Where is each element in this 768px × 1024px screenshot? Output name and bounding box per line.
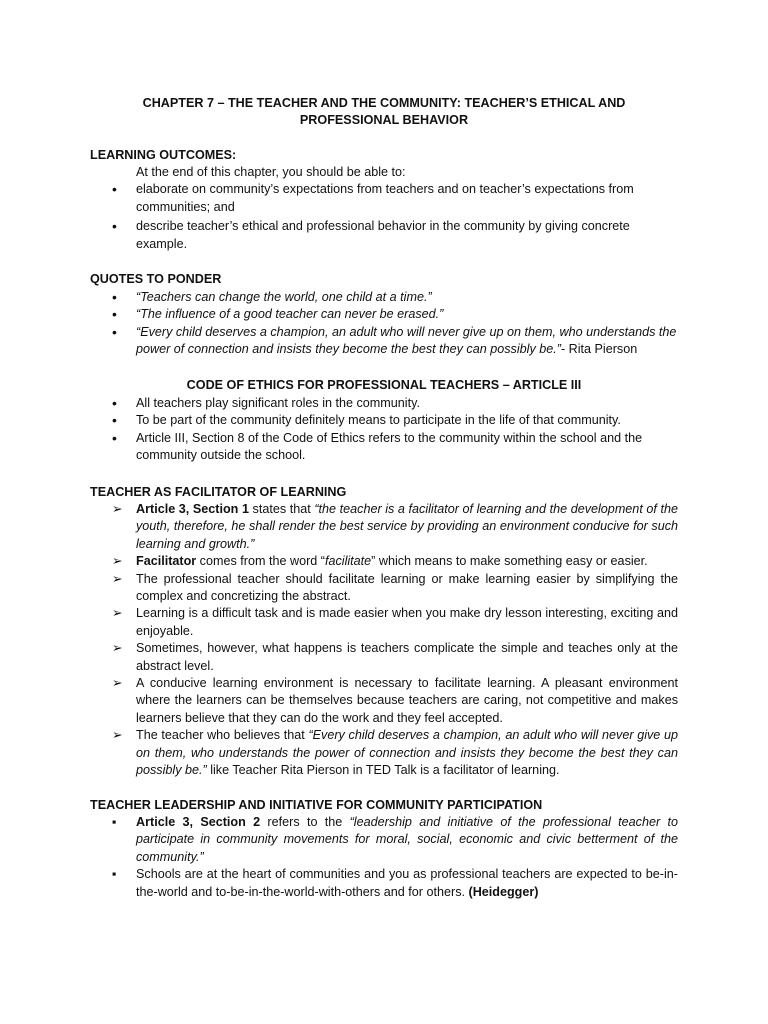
- arrow-bullet-icon: ➢: [112, 554, 123, 569]
- list-item: • To be part of the community definitely means to participate in the life of that community.: [112, 412, 621, 429]
- code-of-ethics-section: [90, 395, 678, 465]
- arrow-bullet-icon: ➢: [112, 728, 123, 743]
- facilitator-heading: TEACHER AS FACILITATOR OF LEARNING: [90, 485, 347, 499]
- arrow-bullet-icon: ➢: [112, 641, 123, 656]
- learning-outcomes-intro: At the end of this chapter, you should be able to:: [136, 165, 406, 179]
- arrow-bullet-icon: ➢: [112, 571, 123, 586]
- chapter-title-line-2: PROFESSIONAL BEHAVIOR: [299, 113, 469, 128]
- bullet-icon: •: [112, 412, 117, 429]
- bullet-icon: •: [112, 181, 117, 198]
- chapter-title: [90, 95, 678, 130]
- bullet-icon: •: [112, 218, 117, 235]
- arrow-bullet-icon: ➢: [112, 502, 123, 516]
- leadership-section: [90, 814, 678, 901]
- leadership-list: [90, 814, 678, 901]
- list-item: ➢ The professional teacher should facilitate learning or make learning easier by simplifying the complex and concretizing the abstract.: [112, 571, 678, 604]
- list-item: ➢ Article 3, Section 1 states that “the teacher is a facilitator of learning and the development of the youth, therefore, he shall render the best service by providing an environment conducive for such learning and growth.”: [112, 502, 679, 551]
- list-item: ➢ Facilitator comes from the word “facilitate” which means to make something easy or easier.: [90, 553, 678, 570]
- list-item: ▪ Article 3, Section 2 refers to the “leadership and initiative of the professional teacher to participate in community movements for moral, social, economic and civic betterment of the community.”: [112, 815, 678, 864]
- facilitator-list: [90, 501, 678, 780]
- bullet-icon: •: [112, 323, 117, 340]
- arrow-bullet-icon: ➢: [112, 606, 123, 621]
- bullet-icon: •: [112, 306, 117, 323]
- quotes-list: [90, 289, 678, 359]
- square-bullet-icon: ▪: [112, 815, 117, 829]
- quote-item: • “Teachers can change the world, one child at a time.”: [112, 289, 432, 305]
- facilitator-section: [90, 501, 678, 780]
- learning-outcomes-list: [90, 181, 678, 253]
- code-of-ethics-heading: CODE OF ETHICS FOR PROFESSIONAL TEACHERS – ARTICLE III: [186, 378, 582, 392]
- quotes-heading: QUOTES TO PONDER: [90, 272, 222, 286]
- list-item: ▪ Schools are at the heart of communities and you as professional teachers are expected to be-in-the-world and to-be-in-the-world-with-others and for others. (Heidegger): [112, 867, 678, 899]
- code-of-ethics-list: [90, 395, 678, 465]
- learning-outcomes-section: [90, 164, 678, 253]
- bullet-icon: •: [112, 395, 117, 411]
- quote-author: - Rita Pierson: [560, 342, 638, 357]
- quote-text: “Every child deserves a champion, an adult who will never give up on them, who understands the power of connection and insists they become the best they can possibly be.”: [136, 324, 677, 357]
- square-bullet-icon: ▪: [112, 867, 117, 882]
- quote-item: [90, 324, 678, 359]
- list-item: ➢ Learning is a difficult task and is made easier when you make dry lesson interesting, exciting and enjoyable.: [112, 606, 678, 638]
- leadership-heading: TEACHER LEADERSHIP AND INITIATIVE FOR COMMUNITY PARTICIPATION: [90, 798, 543, 812]
- list-item: ➢ Sometimes, however, what happens is teachers complicate the simple and teaches only at the abstract level.: [112, 641, 678, 673]
- list-item: ➢ The teacher who believes that “Every child deserves a champion, an adult who will never give up on them, who understands the power of connection and insists they become the best they can possibly be.” like Teacher Rita Pierson in TED Talk is a facilitator of learning.: [112, 728, 678, 778]
- quotes-section: [90, 289, 678, 359]
- bullet-icon: •: [112, 289, 117, 305]
- bullet-icon: •: [112, 429, 117, 446]
- list-item: • Article III, Section 8 of the Code of Ethics refers to the community within the school and the community outside the school.: [112, 429, 643, 463]
- arrow-bullet-icon: ➢: [112, 676, 123, 691]
- list-item: • describe teacher’s ethical and professional behavior in the community by giving concrete example.: [112, 218, 630, 251]
- quote-item: • “The influence of a good teacher can never be erased.”: [112, 306, 444, 323]
- list-item: • All teachers play significant roles in the community.: [112, 395, 420, 411]
- chapter-title-line-1: CHAPTER 7 – THE TEACHER AND THE COMMUNITY: TEACHER’S ETHICAL AND: [142, 96, 626, 110]
- list-item: ➢ A conducive learning environment is necessary to facilitate learning. A pleasant environment where the learners can be themselves because teachers are caring, not competitive and makes learners believe that they can do the work and they feel accepted.: [112, 676, 678, 725]
- list-item: • elaborate on community’s expectations from teachers and on teacher’s expectations from communities; and: [112, 181, 634, 214]
- learning-outcomes-heading: LEARNING OUTCOMES:: [90, 148, 237, 162]
